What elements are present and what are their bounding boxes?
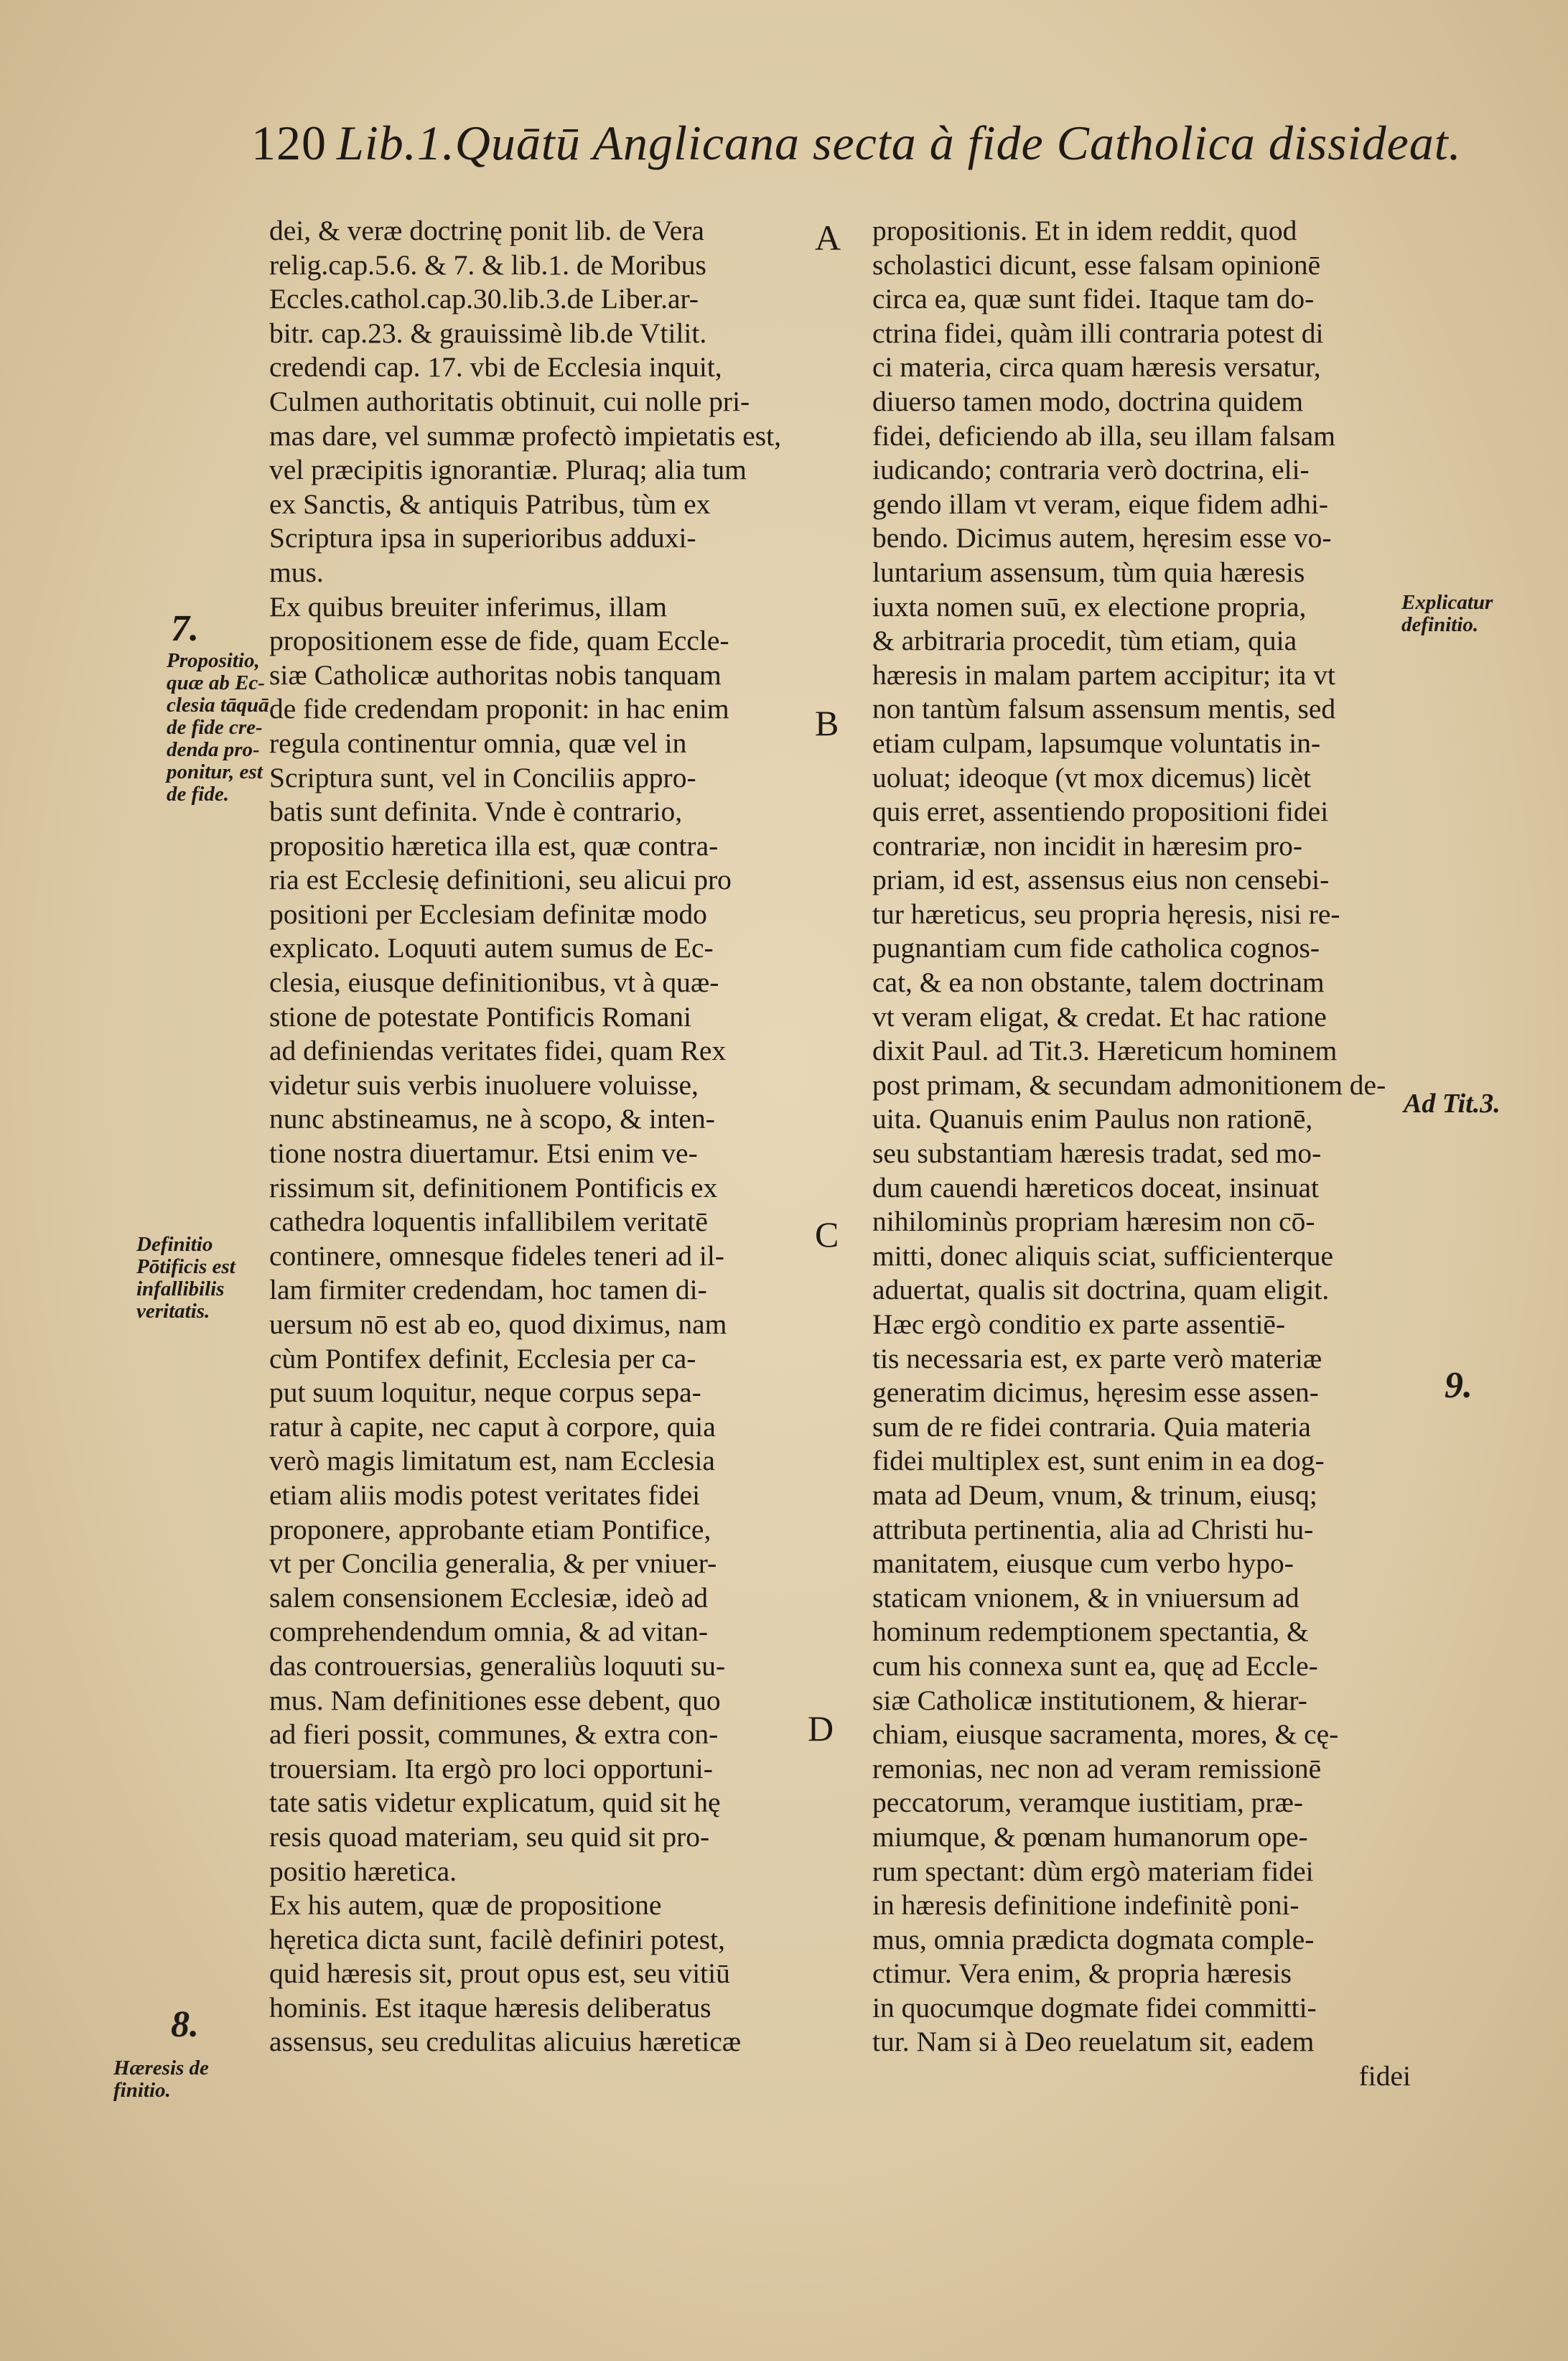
text-line: etiam culpam, lapsumque voluntatis in-: [872, 727, 1321, 759]
section-marker-b: B: [815, 703, 839, 743]
text-line: scholastici dicunt, esse falsam opinionē: [872, 248, 1321, 281]
text-line: staticam vnionem, & in vniuersum ad: [872, 1581, 1299, 1613]
text-line: non tantùm falsum assensum mentis, sed: [872, 693, 1336, 725]
text-line: fidei: [1358, 2060, 1411, 2092]
text-line: positioni per Ecclesiam definitæ modo: [269, 898, 707, 930]
text-line: comprehendendum omnia, & ad vitan-: [269, 1616, 708, 1648]
text-line: mata ad Deum, vnum, & trinum, eiusq;: [872, 1478, 1317, 1511]
margin-note-line: de fide cre-: [167, 716, 263, 739]
text-line: nunc abstineamus, ne à scopo, & inten-: [269, 1103, 715, 1135]
text-line: Ex quibus breuiter inferimus, illam: [269, 590, 667, 623]
text-line: priam, id est, assensus eius non censebi-: [872, 864, 1330, 896]
margin-note-line: ponitur, est: [167, 760, 263, 783]
text-line: assensus, seu credulitas alicuius hæreticæ: [269, 2026, 742, 2058]
text-line: seu substantiam hæresis tradat, sed mo-: [872, 1137, 1322, 1170]
text-line: mas dare, vel summæ profectò impietatis est,: [269, 419, 782, 452]
section-marker-a: A: [815, 218, 841, 258]
text-line: etiam aliis modis potest veritates fidei: [269, 1478, 701, 1511]
margin-note-line: denda pro-: [167, 738, 260, 761]
text-line: bitr. cap.23. & grauissimè lib.de Vtilit.: [269, 317, 707, 349]
text-line: cum his connexa sunt ea, quę ad Eccle-: [872, 1649, 1318, 1682]
margin-ref-ad-tit: Ad Tit.3.: [1404, 1089, 1501, 1119]
margin-note-propositio: [167, 650, 269, 806]
text-line: ad fieri possit, communes, & extra con-: [269, 1718, 719, 1751]
running-title: Lib.1.Quātū Anglicana secta à fide Catholica dissideat.: [337, 116, 1462, 170]
text-line: hæresis in malam partem accipitur; ita vt: [872, 658, 1335, 691]
text-line: de fide credendam proponit: in hac enim: [269, 693, 729, 725]
text-line: propositionis. Et in idem reddit, quod: [872, 215, 1297, 246]
text-line: das controuersias, generaliùs loquuti su-: [269, 1649, 726, 1682]
text-line: iuxta nomen suū, ex electione propria,: [872, 590, 1307, 623]
margin-note-line: Explicatur: [1401, 591, 1493, 614]
text-line: tur. Nam si à Deo reuelatum sit, eadem: [872, 2026, 1315, 2058]
text-line: hominis. Est itaque hæresis deliberatus: [269, 1991, 711, 2024]
text-line: mus.: [269, 556, 324, 588]
margin-note-explicatur: [1401, 592, 1493, 636]
text-line: remonias, nec non ad veram remissionē: [872, 1752, 1322, 1784]
text-line: positio hæretica.: [269, 1855, 457, 1887]
text-line: chiam, eiusque sacramenta, mores, & cę-: [872, 1718, 1339, 1751]
text-line: Culmen authoritatis obtinuit, cui nolle pri-: [269, 385, 750, 417]
text-line: siæ Catholicæ institutionem, & hierar-: [872, 1684, 1307, 1716]
margin-note-line: definitio.: [1401, 613, 1479, 636]
text-line: vt veram eligat, & credat. Et hac ratione: [872, 1000, 1327, 1033]
text-line: rissimum sit, definitionem Pontificis ex: [269, 1171, 718, 1203]
text-line: mus. Nam definitiones esse debent, quo: [269, 1684, 721, 1716]
text-line: ria est Ecclesię definitioni, seu alicui pro: [269, 864, 732, 896]
margin-note-haeresis-definitio: [113, 2057, 209, 2102]
text-line: tione nostra diuertamur. Etsi enim ve-: [269, 1137, 698, 1170]
section-marker-d: D: [808, 1708, 834, 1748]
text-line: contrariæ, non incidit in hæresim pro-: [872, 829, 1302, 862]
text-line: hęretica dicta sunt, facilè definiri potest,: [269, 1923, 726, 1955]
text-line: stione de potestate Pontificis Romani: [269, 1000, 692, 1033]
text-line: post primam, & secundam admonitionem de-: [872, 1068, 1386, 1101]
text-line: fidei multiplex est, sunt enim in ea dog-: [872, 1445, 1325, 1477]
text-line: uersum nō est ab eo, quod diximus, nam: [269, 1308, 727, 1340]
text-line: resis quoad materiam, seu quid sit pro-: [269, 1820, 710, 1853]
text-line: cat, & ea non obstante, talem doctrinam: [872, 967, 1325, 999]
text-line: cùm Pontifex definit, Ecclesia per ca-: [269, 1342, 696, 1374]
text-line: proponere, approbante etiam Pontifice,: [269, 1513, 711, 1545]
text-line: clesia, eiusque definitionibus, vt à quæ-: [269, 967, 719, 999]
text-line: sum de re fidei contraria. Quia materia: [872, 1410, 1311, 1443]
text-line: mus, omnia prædicta dogmata comple-: [872, 1923, 1315, 1955]
text-line: uita. Quanuis enim Paulus non rationē,: [872, 1103, 1313, 1135]
right-text-column: [872, 214, 1411, 2094]
margin-note-line: clesia tāquā: [167, 694, 269, 717]
text-line: vt per Concilia generalia, & per vniuer-: [269, 1547, 717, 1580]
text-line: aduertat, qualis sit doctrina, quam eligit.: [872, 1274, 1330, 1306]
text-line: Scriptura ipsa in superioribus adduxi-: [269, 522, 696, 554]
text-line: in quocumque dogmate fidei committi-: [872, 1991, 1317, 2024]
text-line: propositio hæretica illa est, quæ contra-: [269, 829, 719, 862]
text-line: quid hæresis sit, prout opus est, seu vitiū: [269, 1957, 730, 1990]
running-header: [251, 115, 1544, 172]
margin-note-line: Pōtificis est: [136, 1255, 235, 1278]
margin-number-7: 7.: [171, 608, 199, 649]
margin-note-line: quæ ab Ec-: [167, 671, 265, 694]
text-line: siæ Catholicæ authoritas nobis tanquam: [269, 658, 722, 691]
text-line: ad definiendas veritates fidei, quam Rex: [269, 1035, 727, 1067]
text-line: lam firmiter credendam, hoc tamen di-: [269, 1274, 707, 1306]
text-line: dum cauendi hæreticos doceat, insinuat: [872, 1171, 1319, 1203]
margin-note-line: Propositio,: [167, 649, 260, 672]
text-line: dixit Paul. ad Tit.3. Hæreticum hominem: [872, 1035, 1338, 1067]
margin-note-definitio-pontificis: [136, 1234, 235, 1323]
text-line: ctimur. Vera enim, & propria hæresis: [872, 1957, 1292, 1990]
text-line: salem consensionem Ecclesiæ, ideò ad: [269, 1581, 708, 1613]
text-line: propositionem esse de fide, quam Eccle-: [269, 625, 729, 657]
text-line: trouersiam. Ita ergò pro loci opportuni-: [269, 1752, 713, 1784]
text-line: hominum redemptionem spectantia, &: [872, 1616, 1309, 1648]
text-line: Eccles.cathol.cap.30.lib.3.de Liber.ar-: [269, 283, 699, 315]
text-line: manitatem, eiusque cum verbo hypo-: [872, 1547, 1294, 1580]
text-line: explicato. Loquuti autem sumus de Ec-: [269, 932, 714, 964]
text-line: gendo illam vt veram, eique fidem adhi-: [872, 488, 1329, 520]
text-line: relig.cap.5.6. & 7. & lib.1. de Moribus: [269, 248, 706, 281]
text-line: rum spectant: dùm ergò materiam fidei: [872, 1855, 1314, 1887]
text-line: attributa pertinentia, alia ad Christi hu-: [872, 1513, 1314, 1545]
left-text-column: [269, 214, 808, 2059]
text-line: luntarium assensum, tùm quia hæresis: [872, 556, 1305, 588]
text-line: iudicando; contraria verò doctrina, eli-: [872, 454, 1310, 486]
text-line: generatim dicimus, hęresim esse assen-: [872, 1377, 1319, 1409]
text-line: batis sunt definita. Vnde è contrario,: [269, 796, 683, 828]
text-line: miumque, & pœnam humanorum ope-: [872, 1820, 1308, 1853]
text-line: nihilominùs propriam hæresim non cō-: [872, 1206, 1315, 1238]
text-line: uoluat; ideoque (vt mox dicemus) licèt: [872, 761, 1311, 793]
text-line: diuerso tamen modo, doctrina quidem: [872, 385, 1304, 417]
text-line: pugnantiam cum fide catholica cognos-: [872, 932, 1320, 964]
text-line: mitti, donec aliquis sciat, sufficienterque: [872, 1239, 1334, 1272]
margin-note-line: veritatis.: [136, 1300, 210, 1323]
text-line: verò magis limitatum est, nam Ecclesia: [269, 1445, 715, 1477]
margin-number-8: 8.: [171, 2004, 199, 2045]
text-line: continere, omnesque fideles teneri ad il-: [269, 1239, 724, 1272]
page-number: 120: [251, 116, 327, 170]
margin-note-line: Hæresis de: [113, 2057, 209, 2080]
text-line: tis necessaria est, ex parte verò materiæ: [872, 1342, 1322, 1374]
text-line: Scriptura sunt, vel in Conciliis appro-: [269, 761, 696, 793]
text-line: regula continentur omnia, quæ vel in: [269, 727, 687, 759]
text-line: credendi cap. 17. vbi de Ecclesia inquit,: [269, 351, 722, 383]
section-marker-c: C: [815, 1214, 839, 1254]
text-line: Hæc ergò conditio ex parte assentiē-: [872, 1308, 1286, 1340]
text-line: ci materia, circa quam hæresis versatur,: [872, 351, 1321, 383]
text-line: circa ea, quæ sunt fidei. Itaque tam do-: [872, 283, 1315, 315]
margin-note-line: de fide.: [167, 783, 229, 806]
text-line: tate satis videtur explicatum, quid sit hę: [269, 1787, 721, 1819]
text-line: put suum loquitur, neque corpus sepa-: [269, 1377, 701, 1409]
text-line: videtur suis verbis inuoluere voluisse,: [269, 1068, 699, 1101]
text-line: bendo. Dicimus autem, hęresim esse vo-: [872, 522, 1332, 554]
margin-note-line: Definitio: [136, 1233, 213, 1256]
text-line: quis erret, assentiendo propositioni fidei: [872, 796, 1329, 828]
margin-number-9: 9.: [1445, 1365, 1473, 1406]
text-line: ctrina fidei, quàm illi contraria potest di: [872, 317, 1324, 349]
text-line: fidei, deficiendo ab illa, seu illam falsam: [872, 419, 1335, 452]
text-line: tur hæreticus, seu propria hęresis, nisi re-: [872, 898, 1340, 930]
text-line: ratur à capite, nec caput à corpore, quia: [269, 1410, 716, 1443]
text-line: vel præcipitis ignorantiæ. Pluraq; alia tum: [269, 454, 747, 486]
margin-note-line: infallibilis: [136, 1277, 225, 1300]
text-line: cathedra loquentis infallibilem veritatē: [269, 1206, 708, 1238]
margin-note-line: finitio.: [113, 2079, 171, 2102]
text-line: ex Sanctis, & antiquis Patribus, tùm ex: [269, 488, 711, 520]
text-line: peccatorum, veramque iustitiam, præ-: [872, 1787, 1303, 1819]
text-line: & arbitraria procedit, tùm etiam, quia: [872, 625, 1297, 657]
text-line: Ex his autem, quæ de propositione: [269, 1889, 662, 1922]
text-line: in hæresis definitione indefinitè poni-: [872, 1889, 1299, 1922]
text-line: dei, & veræ doctrinę ponit lib. de Vera: [269, 215, 704, 246]
